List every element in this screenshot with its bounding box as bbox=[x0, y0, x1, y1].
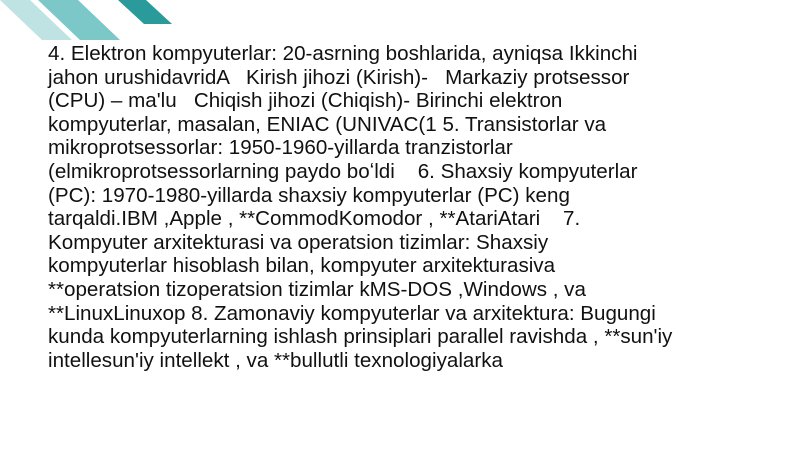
text-line-13: kunda kompyuterlarning ishlash prinsiplari parallel ravishda , **sun'iy bbox=[48, 325, 673, 349]
stripe-dark bbox=[118, 0, 172, 24]
text-line-6: (elmikroprotsessorlarning paydo boʻldi 6. Shaxsiy kompyuterlar bbox=[48, 159, 638, 183]
text-line-2: jahon urushidavridA Kirish jihozi (Kirish)- Markaziy protsessor bbox=[48, 65, 630, 89]
text-line-14: intellesun'iy intellekt , va **bullutli texnologiyalarka bbox=[48, 348, 503, 372]
slide-body-text bbox=[48, 42, 788, 372]
text-line-5: mikroprotsessorlar: 1950-1960-yillarda tranzistorlar bbox=[48, 136, 513, 160]
text-line-11: **operatsion tizoperatsion tizimlar kMS-DOS ,Windows , va bbox=[48, 277, 586, 301]
text-line-7: (PC): 1970-1980-yillarda shaxsiy kompyuterlar (PC) keng bbox=[48, 183, 570, 207]
text-line-1: 4. Elektron kompyuterlar: 20-asrning boshlarida, ayniqsa Ikkinchi bbox=[48, 42, 638, 65]
text-line-4: kompyuterlar, masalan, ENIAC (UNIVAC(1 5. Transistorlar va bbox=[48, 112, 607, 136]
text-line-12: **LinuxLinuxop 8. Zamonaviy kompyuterlar va arxitektura: Bugungi bbox=[48, 301, 656, 325]
text-line-10: kompyuterlar hisoblash bilan, kompyuter arxitekturasiva bbox=[48, 254, 556, 278]
text-line-9: Kompyuter arxitekturasi va operatsion tizimlar: Shaxsiy bbox=[48, 230, 549, 254]
text-line-3: (CPU) – ma'lu Chiqish jihozi (Chiqish)- Birinchi elektron bbox=[48, 89, 563, 113]
text-line-8: tarqaldi.IBM ,Apple , **CommodKomodor , **AtariAtari 7. bbox=[48, 207, 581, 231]
